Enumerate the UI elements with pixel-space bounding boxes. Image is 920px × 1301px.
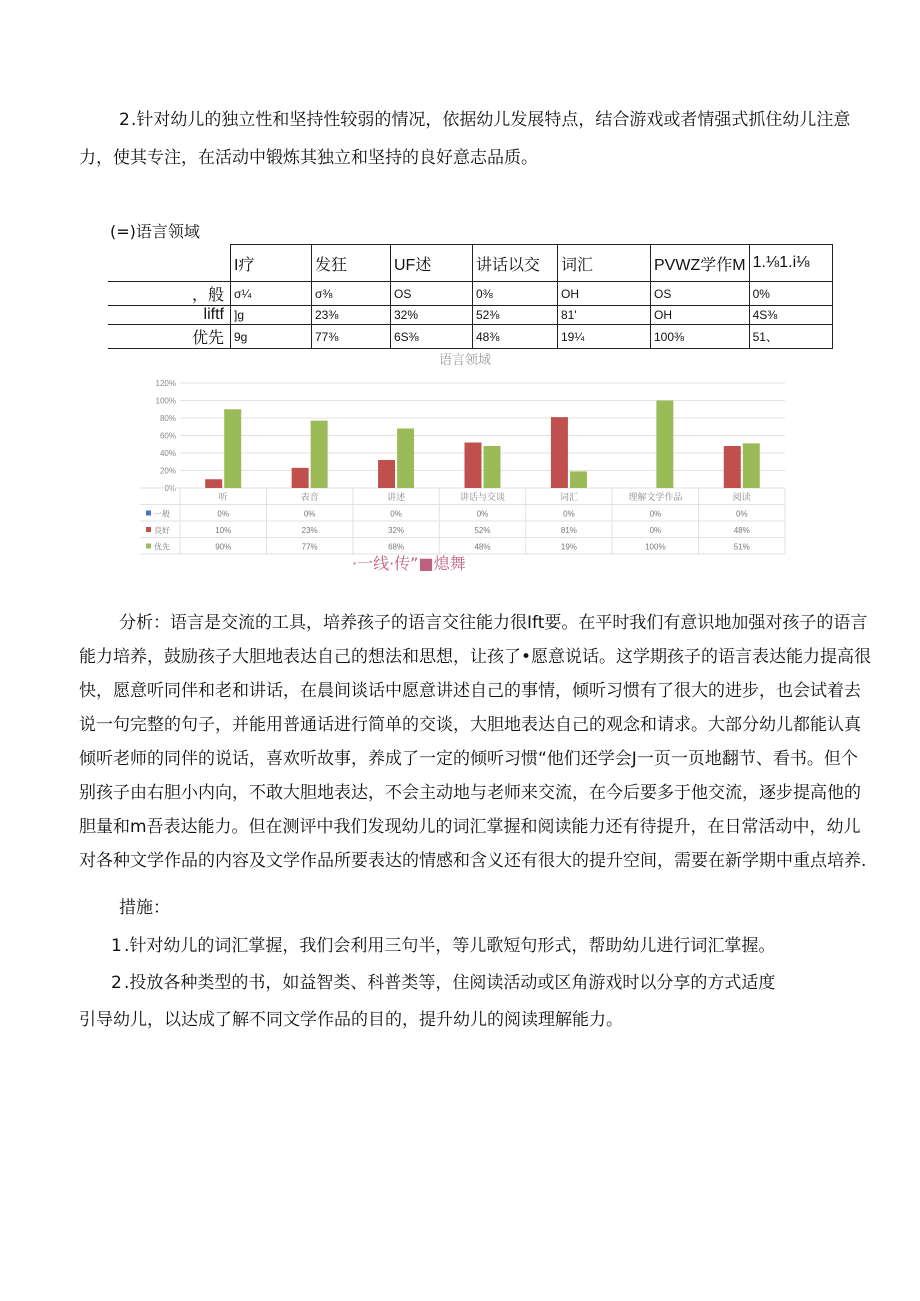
data-table-value: 0% [303, 509, 316, 519]
bar-良好 [724, 446, 741, 488]
data-table-value: 90% [215, 542, 232, 552]
table-row-label: 优先 [108, 325, 231, 349]
table-cell: 48⅜ [473, 325, 558, 349]
table-header-cell: I疗 [231, 245, 312, 282]
bar-优先 [743, 443, 760, 488]
table-header-cell: PVWZ学作M [651, 245, 750, 282]
measure-2-continuation: 引导幼儿，以达成了解不同文学作品的目的，提升幼儿的阅读理解能力。 [79, 1010, 623, 1030]
table-cell: 0% [749, 282, 832, 306]
table-cell: 19¼ [558, 325, 651, 349]
x-category-label: 词汇 [559, 492, 578, 502]
analysis-line: 别孩子由右胆小内向，不敢大胆地表达，不会主动地与老师来交流，在今后要多于他交流，逐步提高他的 [79, 783, 861, 803]
table-header-cell: 1.⅛1.i⅛ [749, 245, 832, 282]
table-cell: σ¼ [231, 282, 312, 306]
analysis-line: 倾听老师的同伴的说话，喜欢听故事，养成了一定的倾听习惯“他们还学会J一页一页地翻节、看书。但个 [79, 749, 858, 769]
table-cell: 100⅜ [651, 325, 750, 349]
data-table-value: 0% [390, 509, 402, 519]
legend-label: 一般 [154, 509, 170, 519]
data-table-value: 48% [733, 526, 750, 535]
legend-swatch [146, 527, 151, 532]
table-row-label: ，般 [108, 282, 231, 306]
x-category-label: 讲话与交谈 [459, 492, 506, 502]
bar-优先 [570, 471, 587, 488]
bar-优先 [311, 421, 328, 488]
y-tick-label: 60% [159, 431, 176, 441]
measure-1-text: .针对幼儿的词汇掌握，我们会利用三句半，等儿歌短句形式，帮助幼儿进行词汇掌握。 [124, 936, 776, 956]
data-table-value: 81% [560, 526, 577, 535]
data-table-value: 0% [217, 509, 229, 519]
analysis-line: 对各种文学作品的内容及文学作品所要表达的情感和含义还有很大的提升空间，需要在新学期中重点培养. [79, 851, 867, 871]
bar-优先 [397, 429, 414, 489]
bar-良好 [378, 460, 395, 488]
data-table-value: 51% [733, 542, 750, 552]
table-row [108, 282, 832, 306]
language-domain-chart [140, 350, 790, 555]
table-cell: 52⅜ [473, 306, 558, 325]
data-table-value: 68% [388, 542, 405, 552]
legend-label: 良好 [154, 526, 170, 535]
data-table-value: 77% [301, 542, 318, 552]
legend-swatch [146, 511, 151, 516]
table-cell: 81' [558, 306, 651, 325]
table-cell: OS [651, 282, 750, 306]
table-cell: OH [651, 306, 750, 325]
measures-title: 措施： [119, 898, 170, 918]
data-table-value: 23% [301, 526, 318, 535]
table-cell: 77⅜ [312, 325, 391, 349]
x-category-label: 阅读 [732, 492, 751, 502]
bar-优先 [224, 409, 241, 488]
y-tick-label: 100% [155, 396, 176, 406]
table-row-label: liftf [108, 306, 231, 325]
table-cell: 23⅜ [312, 306, 391, 325]
analysis-line: 胆量和m吾表达能力。但在测评中我们发现幼儿的词汇掌握和阅读能力还有待提升，在日常活动中，幼儿 [79, 817, 861, 837]
analysis-paragraph [79, 606, 879, 878]
table-cell: 32% [391, 306, 473, 325]
table-row [108, 325, 832, 349]
x-category-label: 讲述 [387, 492, 406, 502]
x-category-label: 表音 [300, 492, 319, 502]
data-table-value: 100% [645, 542, 666, 552]
data-table-value: 0% [736, 509, 748, 519]
table-corner-cell [108, 245, 231, 282]
data-table-value: 48% [474, 542, 491, 552]
x-category-label: 听 [218, 492, 228, 502]
analysis-line: 能力培养，鼓励孩子大胆地表达自己的想法和思想，让孩了•愿意说话。这学期孩子的语言表达能力提高很 [79, 647, 872, 667]
intro-item-number: 2 [119, 110, 130, 130]
analysis-line: 分析：语言是交流的工具，培养孩子的语言交往能力很Ift要。在平时我们有意识地加强对孩子的语言 [119, 613, 868, 633]
language-domain-table [108, 244, 833, 349]
table-row [108, 306, 832, 325]
measure-1-number: 1 [111, 936, 122, 956]
y-tick-label: 20% [159, 466, 176, 476]
table-cell: 6S⅜ [391, 325, 473, 349]
table-header-cell: 讲话以交 [473, 245, 558, 282]
measure-2-text: .投放各种类型的书，如益智类、科普类等，住阅读活动或区角游戏时以分享的方式适度 [124, 973, 776, 993]
table-cell: 4S⅜ [749, 306, 832, 325]
bar-良好 [292, 468, 309, 488]
bar-良好 [551, 417, 568, 488]
table-cell: OS [391, 282, 473, 306]
y-tick-label: 80% [159, 414, 176, 423]
legend-label: 优先 [154, 542, 170, 552]
analysis-line: 说一句完整的句子，并能用普通话进行简单的交谈，大胆地表达自己的观念和请求。大部分幼儿都能认真 [79, 715, 861, 735]
intro-line-1: .针对幼儿的独立性和坚持性较弱的情况，依据幼儿发展特点，结合游戏或者情强式抓住幼儿注意 [131, 110, 851, 130]
data-table-value: 52% [474, 526, 491, 535]
table-header-cell: 词汇 [558, 245, 651, 282]
data-table-value: 0% [649, 526, 662, 535]
section-title: (=)语言领域 [110, 222, 200, 241]
analysis-line: 快，愿意听同伴和老和讲话，在晨间谈话中愿意讲述自己的事情，倾听习惯有了很大的进步，也会试着去 [79, 681, 861, 701]
table-cell: OH [558, 282, 651, 306]
data-table-value: 0% [563, 509, 575, 519]
table-cell: 9g [231, 325, 312, 349]
table-cell: 0⅜ [473, 282, 558, 306]
chart-title: 语言领域 [438, 352, 492, 367]
chart-caption: ·一线·传”■熄舞 [352, 554, 466, 573]
table-header-cell: 发狂 [312, 245, 391, 282]
table-cell: σ⅜ [312, 282, 391, 306]
table-header-row [108, 245, 832, 282]
bar-优先 [656, 401, 673, 489]
intro-line-2: 力，使其专注，在活动中锻炼其独立和坚持的良好意志品质。 [79, 148, 538, 168]
y-tick-label: 40% [159, 449, 176, 458]
y-tick-label: 120% [155, 379, 176, 388]
legend-swatch [146, 544, 151, 549]
table-cell: ]g [231, 306, 312, 325]
data-table-value: 32% [388, 526, 405, 535]
table-header-cell: UF述 [391, 245, 473, 282]
bar-良好 [205, 479, 222, 488]
x-category-label: 理解文学作品 [628, 492, 683, 502]
data-table-value: 10% [215, 526, 232, 535]
data-table-value: 0% [649, 509, 662, 519]
measure-2-number: 2 [111, 973, 122, 993]
data-table-value: 19% [560, 542, 577, 552]
y-tick-label: 0% [164, 484, 176, 493]
bar-优先 [484, 446, 501, 488]
bar-良好 [465, 443, 482, 489]
table-cell: 51、 [749, 325, 832, 349]
data-table-value: 0% [476, 509, 489, 519]
